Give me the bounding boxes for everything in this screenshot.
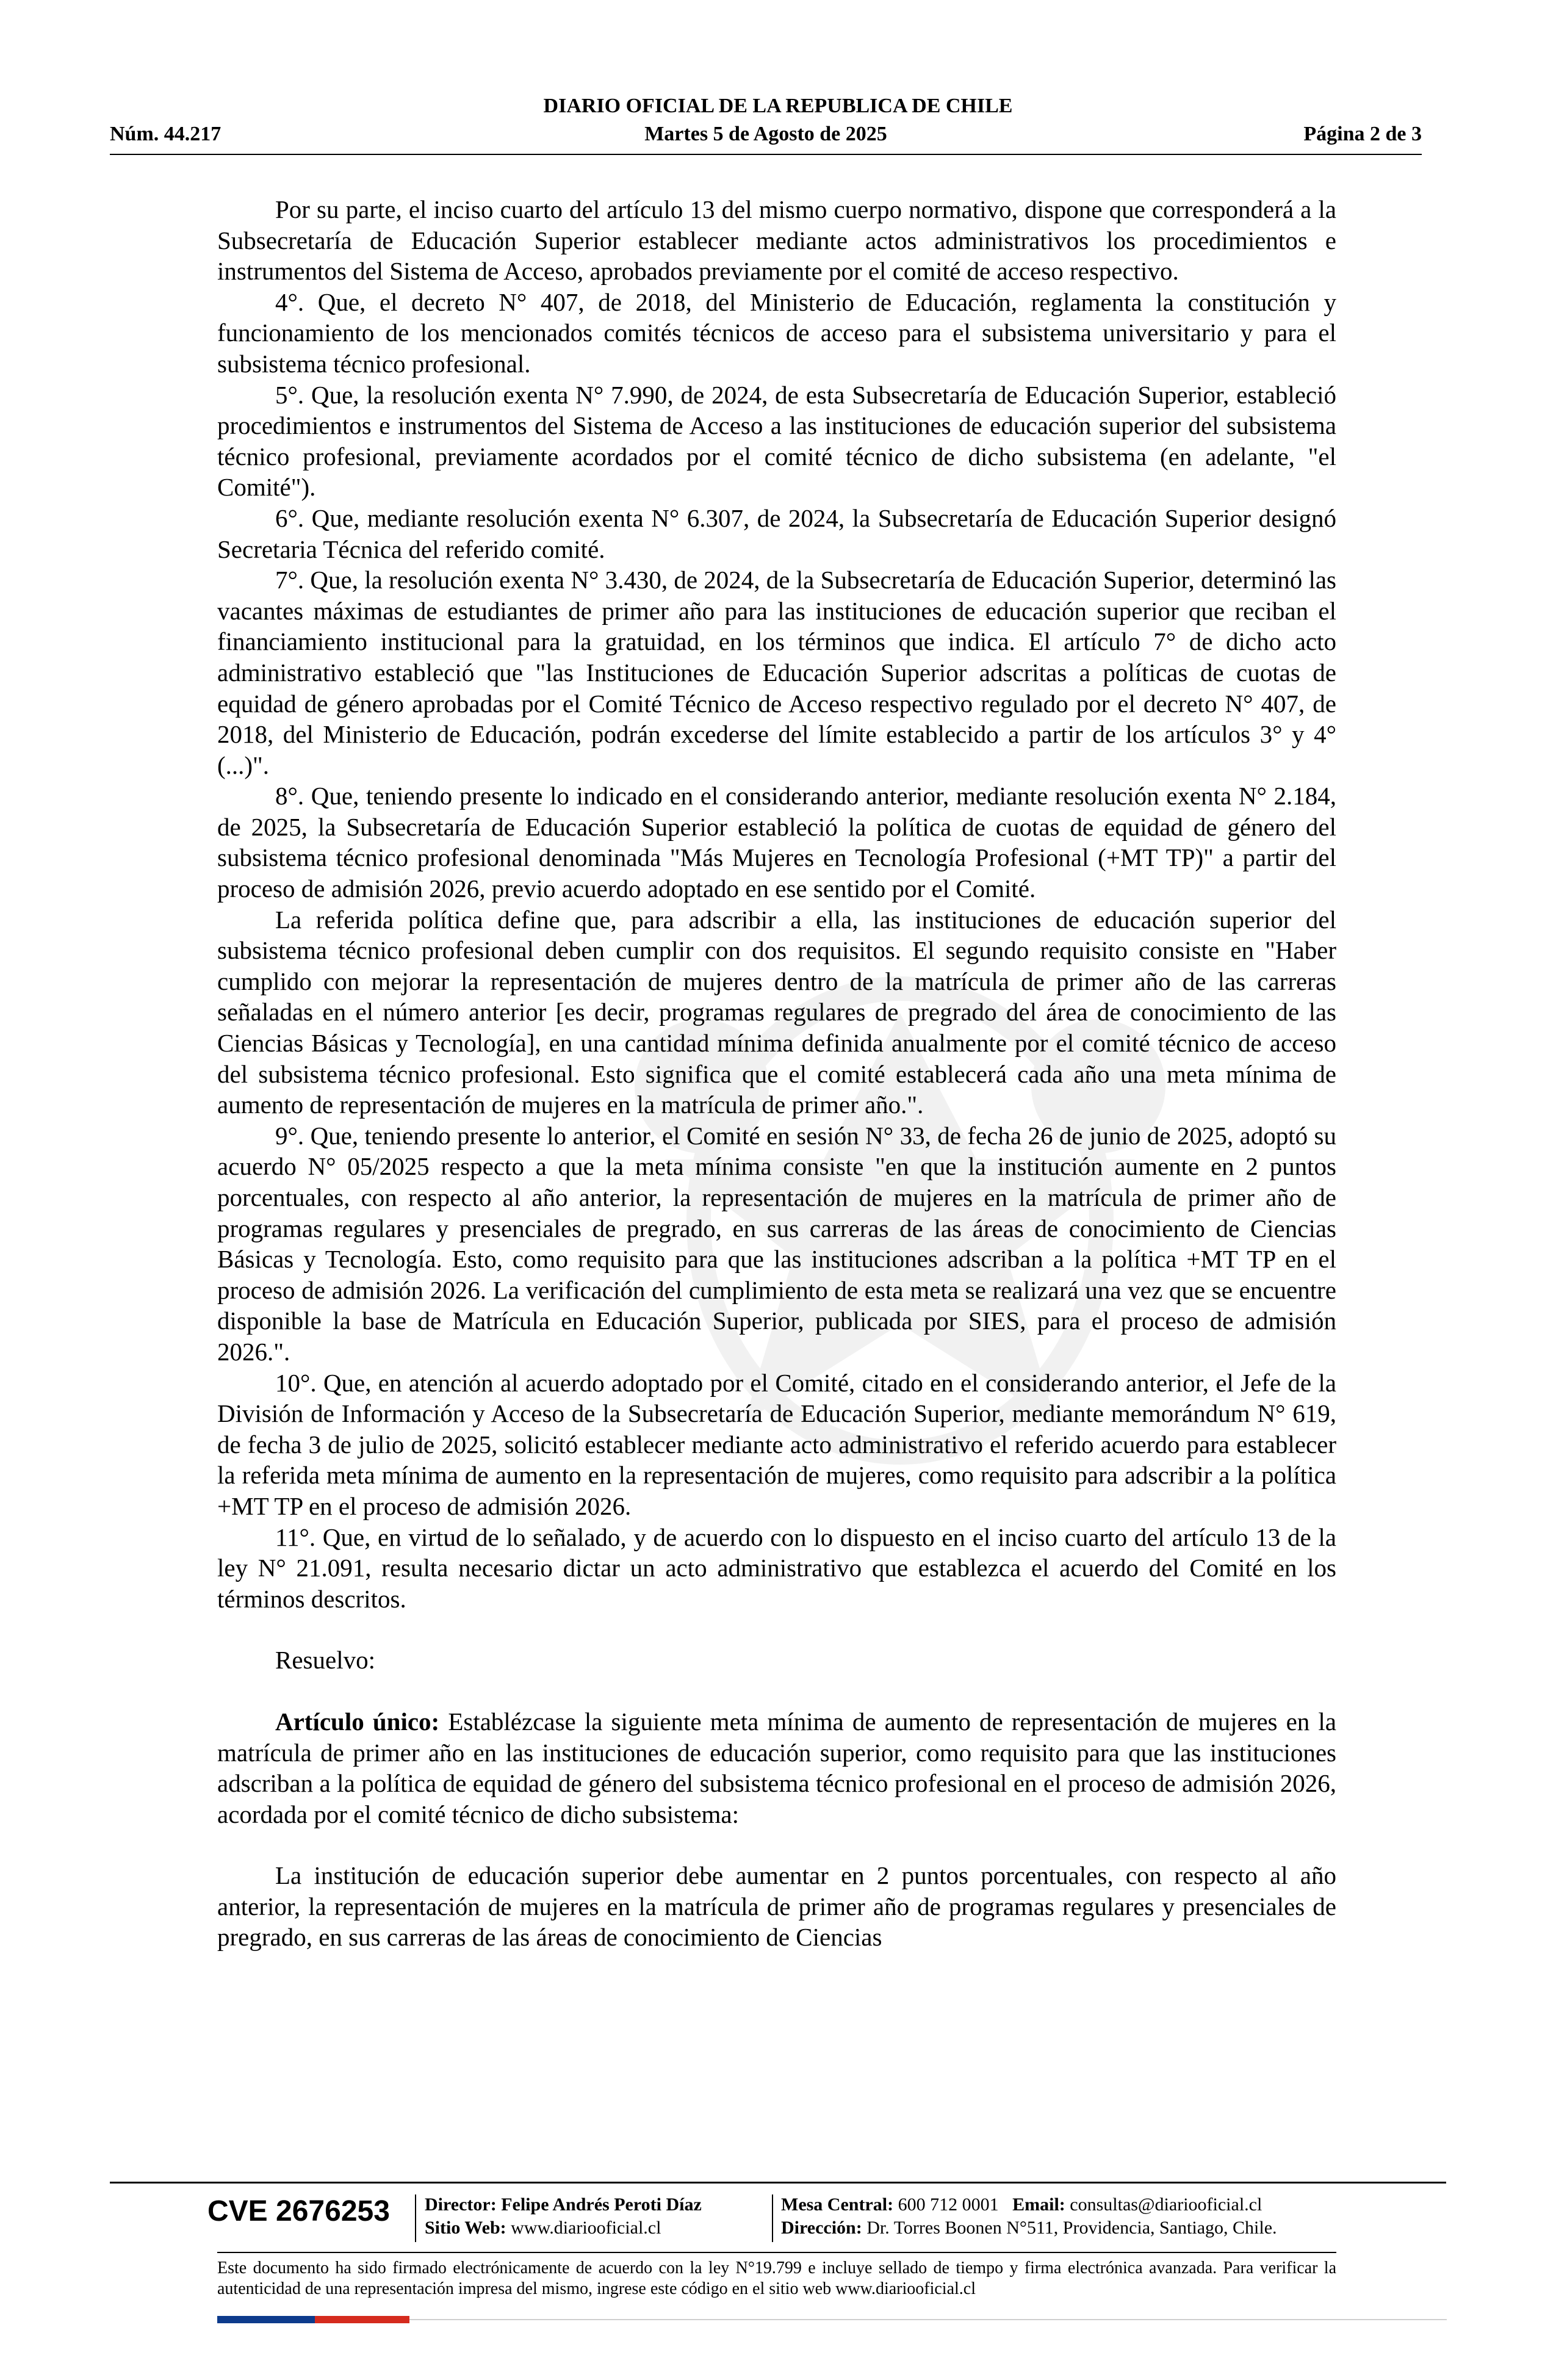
footer-director-block	[425, 2193, 702, 2240]
paragraph-considerando-11: 11°. Que, en virtud de lo señalado, y de acuerdo con lo dispuesto en el inciso cuarto del artículo 13 de la ley N° 21.091, resulta necesario dictar un acto administrativo que establezca el acuerdo del Comité en los términos descritos.	[217, 1523, 1336, 1613]
paragraph-meta: La institución de educación superior debe aumentar en 2 puntos porcentuales, con respecto al año anterior, la representación de mujeres en la matrícula de primer año de programas regulares y presenciales de pregrado, en sus carreras de las áreas de conocimiento de Ciencias	[217, 1861, 1336, 1952]
paragraph-considerando-5: 5°. Que, la resolución exenta N° 7.990, de 2024, de esta Subsecretaría de Educación Superior, estableció procedimientos e instrumentos del Sistema de Acceso a las instituciones de educación superior del subsistema técnico profesional, previamente acordados por el comité técnico de dicho subsistema (en adelante, "el Comité").	[217, 380, 1336, 502]
web-link[interactable]: www.diariooficial.cl	[511, 2218, 661, 2238]
email-label: Email:	[1012, 2194, 1065, 2215]
article-text: Establézcase la siguiente meta mínima de aumento de representación de mujeres en la matrícula de primer año en las instituciones de educación superior, como requisito para que las instituciones adscriban a la política de equidad de género del subsistema técnico profesional en el proceso de admisión 2026, acordada por el comité técnico de dicho subsistema:	[217, 1707, 1336, 1828]
paragraph-inciso: Por su parte, el inciso cuarto del artículo 13 del mismo cuerpo normativo, dispone que corresponderá a la Subsecretaría de Educación Superior establecer mediante actos administrativos los procedimientos e instrumentos del Sistema de Acceso, aprobados previamente por el comité de acceso respectivo.	[217, 195, 1336, 286]
page-number: Página 2 de 3	[1303, 123, 1422, 145]
header-row	[110, 121, 1422, 149]
web-label: Sitio Web:	[425, 2218, 506, 2238]
address-text: Dr. Torres Boonen N°511, Providencia, Santiago, Chile.	[866, 2218, 1277, 2238]
document-body	[217, 194, 1336, 1953]
article-unico	[217, 1706, 1336, 1830]
footer-divider	[110, 2182, 1446, 2183]
paragraph-politica: La referida política define que, para adscribir a ella, las instituciones de educación superior del subsistema técnico profesional deben cumplir con dos requisitos. El segundo requisito consiste en "Haber cumplido con mejorar la representación de mujeres dentro de la matrícula de primer año de las carreras señaladas en el número anterior [es decir, programas regulares de pregrado del área de conocimiento de las Ciencias Básicas y Tecnología], en una cantidad mínima definida anualmente por el comité técnico de acceso del subsistema técnico profesional. Esto significa que el comité establecerá cada año una meta mínima de aumento de representación de mujeres en la matrícula de primer año.".	[217, 905, 1336, 1119]
flag-stripe-blue	[217, 2316, 315, 2323]
resuelvo-heading: Resuelvo:	[275, 1646, 375, 1675]
address-label: Dirección:	[781, 2218, 862, 2238]
footer-separator	[415, 2194, 416, 2242]
director-label: Director:	[425, 2194, 497, 2215]
header-divider	[110, 154, 1422, 155]
paragraph-considerando-10: 10°. Que, en atención al acuerdo adoptado por el Comité, citado en el considerando anterior, el Jefe de la División de Información y Acceso de la Subsecretaría de Educación Superior, mediante memorándum N° 619, de fecha 3 de julio de 2025, solicitó establecer mediante acto administrativo el referido acuerdo para establecer la referida meta mínima de aumento en la representación de mujeres, como requisito para adscribir a la política +MT TP en el proceso de admisión 2026.	[217, 1368, 1336, 1520]
flag-stripe-red	[315, 2316, 409, 2323]
paragraph-considerando-7: 7°. Que, la resolución exenta N° 3.430, de 2024, de la Subsecretaría de Educación Superior, determinó las vacantes máximas de estudiantes de primer año para las instituciones de educación superior que reciban el financiamiento institucional para la gratuidad, en los términos que indica. El artículo 7° de dicho acto administrativo estableció que "las Instituciones de Educación Superior adscritas a políticas de cuotas de equidad de género aprobadas por el Comité Técnico de Acceso respectivo regulado por el decreto N° 407, de 2018, del Ministerio de Educación, podrán excederse del límite establecido a partir de los artículos 3° y 4° (...)".	[217, 566, 1336, 779]
cve-code: CVE 2676253	[207, 2195, 390, 2227]
article-label: Artículo único:	[275, 1707, 440, 1736]
footer-separator	[772, 2194, 773, 2242]
paragraph-considerando-6: 6°. Que, mediante resolución exenta N° 6.307, de 2024, la Subsecretaría de Educación Superior designó Secretaria Técnica del referido comité.	[217, 503, 1336, 563]
email-link[interactable]: consultas@diariooficial.cl	[1070, 2194, 1262, 2215]
newspaper-title: DIARIO OFICIAL DE LA REPUBLICA DE CHILE	[543, 95, 1013, 117]
mesa-phone: 600 712 0001	[898, 2194, 999, 2215]
issue-date: Martes 5 de Agosto de 2025	[644, 123, 887, 145]
footer-divider-2	[217, 2252, 1336, 2253]
issue-number: Núm. 44.217	[110, 123, 222, 145]
director-name: Felipe Andrés Peroti Díaz	[501, 2194, 702, 2215]
footer-contact-block	[781, 2193, 1277, 2240]
paragraph-considerando-9: 9°. Que, teniendo presente lo anterior, el Comité en sesión N° 33, de fecha 26 de junio de 2025, adoptó su acuerdo N° 05/2025 respecto a que la meta mínima consiste "en que la institución aumente en 2 puntos porcentuales, con respecto al año anterior, la representación de mujeres en la matrícula de primer año de programas regulares y presenciales de pregrado, en sus carreras de las áreas de conocimiento de Ciencias Básicas y Tecnología. Esto, como requisito para que las instituciones adscriban a la política +MT TP en el proceso de admisión 2026. La verificación del cumplimiento de esta meta se realizará una vez que se encuentre disponible la base de Matrícula en Educación Superior, publicada por SIES, para el proceso de admisión 2026.".	[217, 1121, 1336, 1366]
signature-notice: Este documento ha sido firmado electrónicamente de acuerdo con la ley N°19.799 e incluye sellado de tiempo y firma electrónica avanzada. Para verificar la autenticidad de una representación impresa del mismo, ingrese este código en el sitio web www.diariooficial.cl	[217, 2259, 1336, 2298]
paragraph-considerando-4: 4°. Que, el decreto N° 407, de 2018, del Ministerio de Educación, reglamenta la constitución y funcionamiento de los mencionados comités técnicos de acceso para el subsistema universitario y para el subsistema técnico profesional.	[217, 287, 1336, 378]
flag-stripe-rule	[409, 2319, 1447, 2320]
mesa-label: Mesa Central:	[781, 2194, 894, 2215]
paragraph-considerando-8: 8°. Que, teniendo presente lo indicado en el considerando anterior, mediante resolución exenta N° 2.184, de 2025, la Subsecretaría de Educación Superior estableció la política de cuotas de equidad de género del subsistema técnico profesional denominada "Más Mujeres en Tecnología Profesional (+MT TP)" a partir del proceso de admisión 2026, previo acuerdo adoptado en ese sentido por el Comité.	[217, 782, 1336, 903]
